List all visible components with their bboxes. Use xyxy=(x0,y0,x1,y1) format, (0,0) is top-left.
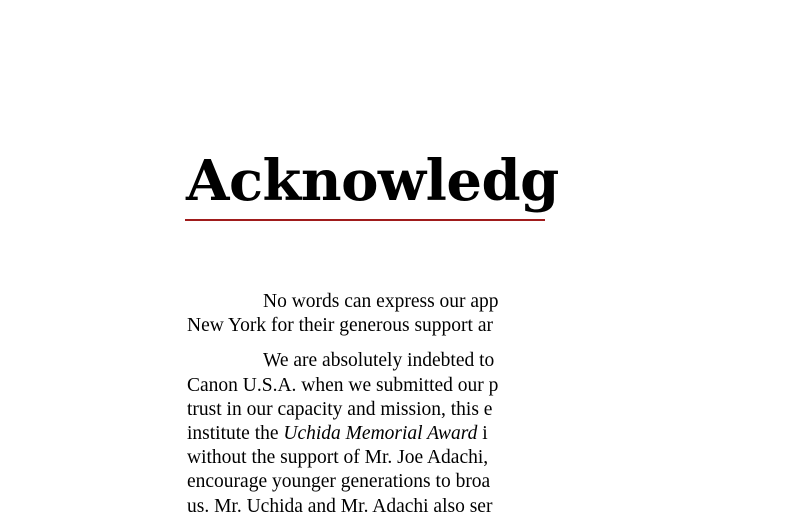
paragraph-line: encourage younger generations to broa xyxy=(187,471,491,493)
title-underline-rule xyxy=(185,219,545,221)
paragraph-line: trust in our capacity and mission, this e xyxy=(187,398,493,420)
text-run: institute the xyxy=(187,423,284,445)
paragraph-line: us. Mr. Uchida and Mr. Adachi also ser xyxy=(187,495,493,517)
paragraph-line xyxy=(187,422,787,446)
paragraph-line: No words can express our app xyxy=(263,291,499,312)
paragraph-1 xyxy=(187,290,787,338)
paragraph-line: without the support of Mr. Joe Adachi, xyxy=(187,447,489,469)
text-run: i xyxy=(477,423,488,445)
body-text xyxy=(187,290,787,519)
paragraph-line: We are absolutely indebted to xyxy=(263,350,495,372)
paragraph-line: New York for their generous support ar xyxy=(187,315,493,337)
paragraph-2 xyxy=(187,349,787,518)
paragraph-line: Canon U.S.A. when we submitted our p xyxy=(187,374,499,396)
award-name: Uchida Memorial Award xyxy=(283,423,478,445)
page-title: Acknowledg xyxy=(186,148,559,214)
